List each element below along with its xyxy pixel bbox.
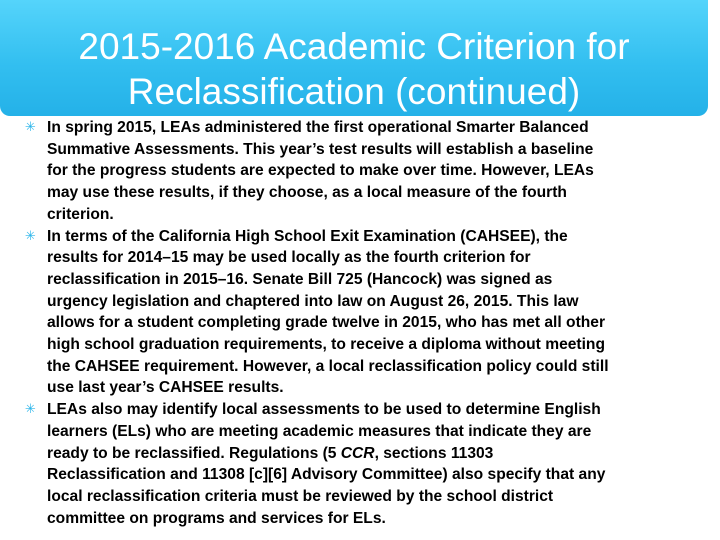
slide-title-line: Reclassification (continued) [127,71,581,112]
bullet-text-line: criterion. [47,205,114,223]
bullet-text-line: allows for a student completing grade twelve in 2015, who has met all other [47,314,606,332]
bullet-text-line: reclassification in 2015–16. Senate Bill 725 (Hancock) was signed as [47,270,553,288]
bullet-text-segment: ready to be reclassified. Regulations (5 [47,444,341,462]
bullet-text-line: may use these results, if they choose, as a local measure of the fourth [47,184,567,202]
bullet-text-line: In terms of the California High School Exit Examination (CAHSEE), the [47,227,568,245]
bullet-item-local-assessments [0,399,710,529]
asterisk-bullet-icon: ✳ [25,228,36,244]
bullet-item-cahsee [0,226,710,400]
bullet-text-line: high school graduation requirements, to receive a diploma without meeting [47,336,605,354]
bullet-item-smarter-balanced [0,117,710,226]
bullet-text-line: local reclassification criteria must be reviewed by the school district [47,487,554,505]
bullet-text-line: urgency legislation and chaptered into law on August 26, 2015. This law [47,292,579,310]
ccr-citation: CCR [340,444,375,462]
bullet-text-segment: , sections 11303 [374,444,494,462]
slide-title [0,24,708,114]
bullet-text-line: the CAHSEE requirement. However, a local reclassification policy could still [47,357,609,375]
bullet-text-line: learners (ELs) who are meeting academic measures that indicate they are [47,422,592,440]
asterisk-bullet-icon: ✳ [25,402,36,418]
bullet-list [0,117,710,529]
bullet-text-line: Summative Assessments. This year’s test results will establish a baseline [47,140,594,158]
asterisk-bullet-icon: ✳ [25,120,36,135]
bullet-text-line: results for 2014–15 may be used locally as the fourth criterion for [47,249,531,267]
slide-title-line: 2015-2016 Academic Criterion for [78,26,630,67]
bullet-text-line: for the progress students are expected to make over time. However, LEAs [47,162,594,180]
bullet-text-line: committee on programs and services for ELs. [47,509,386,527]
bullet-text-line: use last year’s CAHSEE results. [47,379,284,397]
bullet-text-line: Reclassification and 11308 [c][6] Advisory Committee) also specify that any [47,466,606,484]
bullet-text-line: LEAs also may identify local assessments to be used to determine English [47,401,601,419]
bullet-text-line [47,443,710,465]
bullet-text-line: In spring 2015, LEAs administered the first operational Smarter Balanced [47,119,589,136]
